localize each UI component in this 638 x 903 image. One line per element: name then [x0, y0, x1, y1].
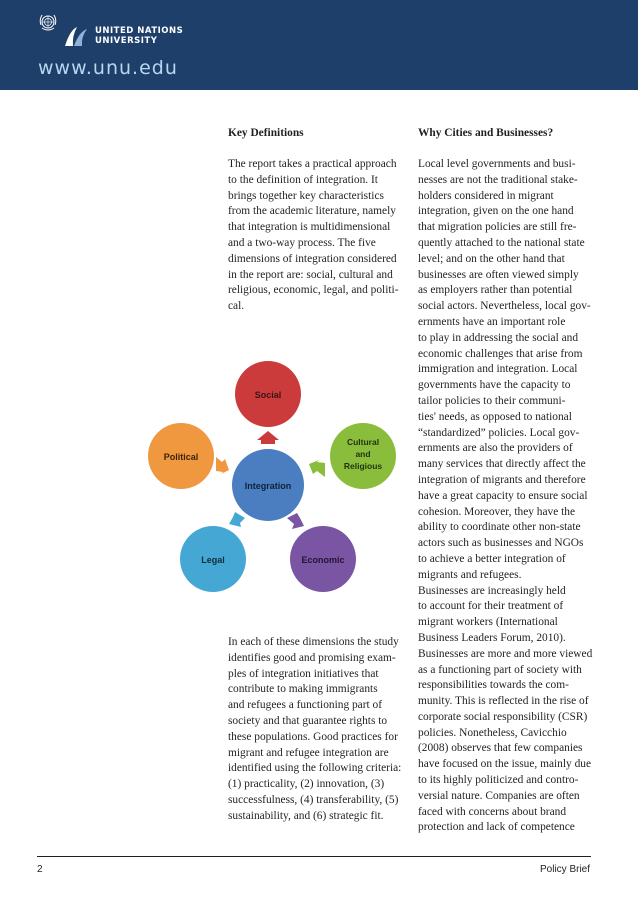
- arrow-to-legal-icon: [229, 512, 245, 527]
- text-line: brings together key characteristics: [228, 189, 384, 202]
- unu-logo-icon: [62, 24, 92, 50]
- text-line: successfulness, (4) transferability, (5): [228, 793, 399, 806]
- text-line: have focused on the issue, mainly due: [418, 758, 592, 771]
- text-line: businesses are often viewed simply: [418, 268, 579, 281]
- integration-dimensions-diagram: [145, 358, 407, 603]
- text-line: and a two-way process. The five: [228, 236, 376, 249]
- text-line: cohesion. Moreover, they have the: [418, 505, 576, 518]
- cultural-label-line3: Religious: [343, 461, 383, 471]
- text-line: versial nature. Companies are often: [418, 789, 580, 802]
- text-line: identified using the following criteria:: [228, 762, 402, 775]
- text-line: to account for their treatment of: [418, 600, 564, 613]
- text-line: these populations. Good practices for: [228, 730, 398, 743]
- text-line: protection and lack of competence: [418, 821, 575, 834]
- legal-label: Legal: [201, 555, 225, 565]
- organization-name: [95, 26, 183, 46]
- text-line: ernments are also the providers of: [418, 442, 573, 455]
- text-line: and refugees a functioning part of: [228, 699, 383, 712]
- text-line: ples of integration initiatives that: [228, 667, 379, 680]
- text-line: religious, economic, legal, and politi-: [228, 284, 399, 297]
- text-line: actors such as businesses and NGOs: [418, 537, 584, 550]
- text-line: to achieve a better integration of: [418, 552, 566, 565]
- text-line: immigration and integration. Local: [418, 363, 578, 376]
- integration-label: Integration: [244, 481, 292, 491]
- text-line: Local level governments and busi-: [418, 158, 576, 170]
- text-line: to play in addressing the social and: [418, 331, 579, 344]
- text-line: as employers rather than potential: [418, 284, 573, 297]
- header-band: [0, 0, 638, 90]
- left-column: [228, 126, 406, 142]
- economic-label: Economic: [301, 555, 345, 565]
- text-line: social actors. Nevertheless, local gov-: [418, 300, 591, 313]
- text-line: (2008) observes that few companies: [418, 742, 583, 755]
- text-line: (1) practicality, (2) innovation, (3): [228, 778, 385, 791]
- text-line: faced with concerns about brand: [418, 805, 567, 818]
- text-line: migrant workers (International: [418, 616, 558, 629]
- footer-divider: [37, 856, 591, 857]
- text-line: that integration is multidimensional: [228, 221, 391, 234]
- text-line: to its highly politicized and contro-: [418, 774, 579, 787]
- website-url[interactable]: www.unu.edu: [38, 57, 178, 79]
- text-line: in the report are: social, cultural and: [228, 268, 393, 281]
- org-name-line1: UNITED NATIONS: [95, 26, 184, 36]
- text-line: corporate social responsibility (CSR): [418, 710, 588, 723]
- text-line: Businesses are increasingly held: [418, 584, 566, 597]
- text-line: from the academic literature, namely: [228, 205, 396, 218]
- text-line: Business Leaders Forum, 2010).: [418, 631, 566, 644]
- text-line: governments have the capacity to: [418, 379, 571, 392]
- text-line: many services that directly affect the: [418, 458, 586, 471]
- un-emblem-icon: [37, 11, 59, 33]
- footer-label: Policy Brief: [539, 864, 590, 875]
- right-column: [418, 126, 598, 142]
- text-line: sustainability, and (6) strategic fit.: [228, 809, 384, 822]
- text-line: Businesses are more and more viewed: [418, 647, 593, 660]
- text-line: society and that guarantee rights to: [228, 714, 388, 727]
- text-line: ties' needs, as opposed to national: [418, 410, 572, 423]
- text-line: identifies good and promising exam-: [228, 651, 396, 664]
- text-line: policies. Nonetheless, Cavicchio: [418, 726, 567, 739]
- text-line: migrants and refugees.: [418, 568, 522, 581]
- left-intro-paragraph: [228, 157, 406, 315]
- page-number: 2: [37, 864, 43, 875]
- key-definitions-heading: Key Definitions: [228, 127, 304, 139]
- text-line: integration of migrants and therefore: [418, 473, 586, 486]
- text-line: integration, given on the one hand: [418, 205, 574, 218]
- why-cities-heading: Why Cities and Businesses?: [418, 127, 554, 139]
- arrow-to-social-icon: [257, 431, 279, 444]
- arrow-to-cultural-icon: [309, 460, 325, 477]
- text-line: to the definition of integration. It: [228, 173, 378, 186]
- text-line: munity. This is reflected in the rise of: [418, 695, 589, 708]
- text-line: cal.: [228, 300, 245, 313]
- org-name-line2: UNIVERSITY: [95, 36, 158, 46]
- text-line: responsibilities towards the com-: [418, 679, 569, 692]
- text-line: The report takes a practical approach: [228, 158, 397, 170]
- text-line: migrant and refugee integration are: [228, 746, 389, 759]
- left-closing-paragraph: [228, 635, 406, 825]
- cultural-label-line1: Cultural: [346, 437, 380, 447]
- text-line: tailor policies to their communi-: [418, 394, 566, 407]
- cultural-label-line2: and: [355, 449, 371, 459]
- text-line: dimensions of integration considered: [228, 252, 397, 265]
- text-line: In each of these dimensions the study: [228, 636, 399, 648]
- text-line: holders considered in migrant: [418, 189, 554, 202]
- text-line: quently attached to the national state: [418, 236, 585, 249]
- text-line: “standardized” policies. Local gov-: [418, 426, 580, 439]
- text-line: ability to coordinate other non-state: [418, 521, 581, 534]
- arrow-to-economic-icon: [287, 513, 304, 529]
- text-line: economic challenges that arise from: [418, 347, 583, 360]
- text-line: level; and on the other hand that: [418, 252, 565, 265]
- text-line: ernments have an important role: [418, 315, 566, 328]
- text-line: that migration policies are still fre-: [418, 221, 577, 234]
- text-line: contribute to making immigrants: [228, 683, 378, 696]
- text-line: have a great capacity to ensure social: [418, 489, 588, 502]
- political-label: Political: [163, 452, 199, 462]
- social-label: Social: [254, 390, 282, 400]
- arrow-to-political-icon: [216, 457, 229, 474]
- text-line: as a functioning part of society with: [418, 663, 582, 676]
- text-line: nesses are not the traditional stake-: [418, 173, 578, 186]
- right-paragraph: [418, 157, 598, 836]
